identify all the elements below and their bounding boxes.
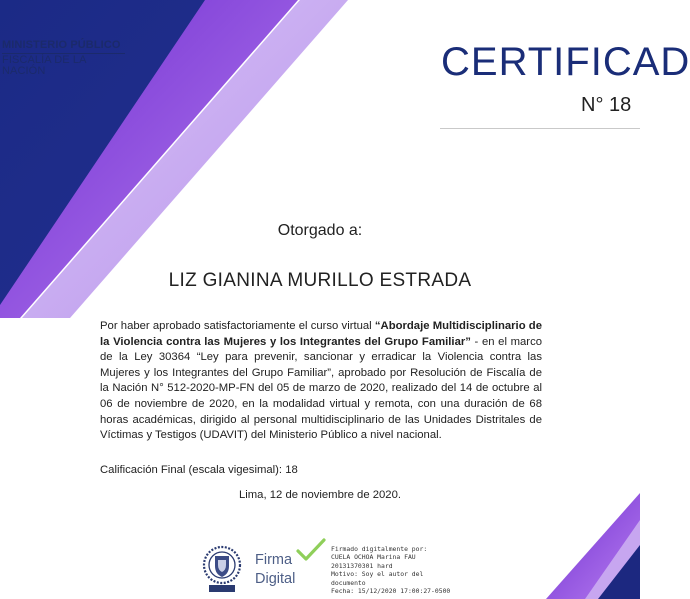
certificate-body	[100, 319, 542, 444]
institution-name: MINISTERIO PÚBLICO	[2, 39, 121, 51]
firma-word: Firma	[255, 552, 293, 568]
certificate-title: CERTIFICAD	[441, 40, 690, 84]
signature-line: CUELA OCHOA Marina FAU	[331, 553, 416, 562]
signature-line: documento	[331, 578, 366, 587]
digital-word: Digital	[255, 571, 296, 587]
signature-details	[331, 545, 450, 595]
signature-line: 20131370301 hard	[331, 561, 393, 570]
signature-line: Motivo: Soy el autor del	[331, 570, 424, 579]
certificate-number: N° 18	[581, 94, 632, 116]
check-icon	[296, 537, 326, 563]
body-details: - en el marco de la Ley 30364 “Ley para prevenir, sancionar y erradicar la Violencia contra las Mujeres y los Integrantes del Grupo Familiar”, aprobado por Resolución de Fiscalía de la Nación N° 512-2020-MP-FN del 05 de marzo de 2020, realizado del 14 de octubre al 06 de noviembre de 2020, en la modalidad virtual y remota, con una duración de 68 horas académicas, dirigido al personal multidisciplinario de las Unidades Distritales de Víctimas y Testigos (UDAVIT) del Ministerio Público a nivel nacional.	[100, 335, 543, 442]
course-name: “Abordaje Multidisciplinario de la Violencia contra las Mujeres y los Integrantes del Grupo Familiar”	[100, 320, 542, 348]
recipient-name: LIZ GIANINA MURILLO ESTRADA	[168, 270, 472, 291]
institution-logo	[2, 40, 125, 77]
title-divider	[440, 128, 640, 129]
signature-line: Firmado digitalmente por:	[331, 545, 428, 553]
shield-seal-icon	[201, 540, 243, 596]
signature-line: Fecha: 15/12/2020 17:00:27-0500	[331, 587, 451, 596]
place-date: Lima, 12 de noviembre de 2020.	[238, 489, 402, 501]
institution-subname: FISCALÍA DE LA NACIÓN	[2, 53, 125, 77]
digital-signature-logo	[255, 551, 295, 589]
final-grade: Calificación Final (escala vigesimal): 18	[100, 464, 298, 476]
granted-to-label: Otorgado a:	[277, 222, 363, 239]
body-intro: Por haber aprobado satisfactoriamente el curso virtual	[100, 320, 375, 332]
